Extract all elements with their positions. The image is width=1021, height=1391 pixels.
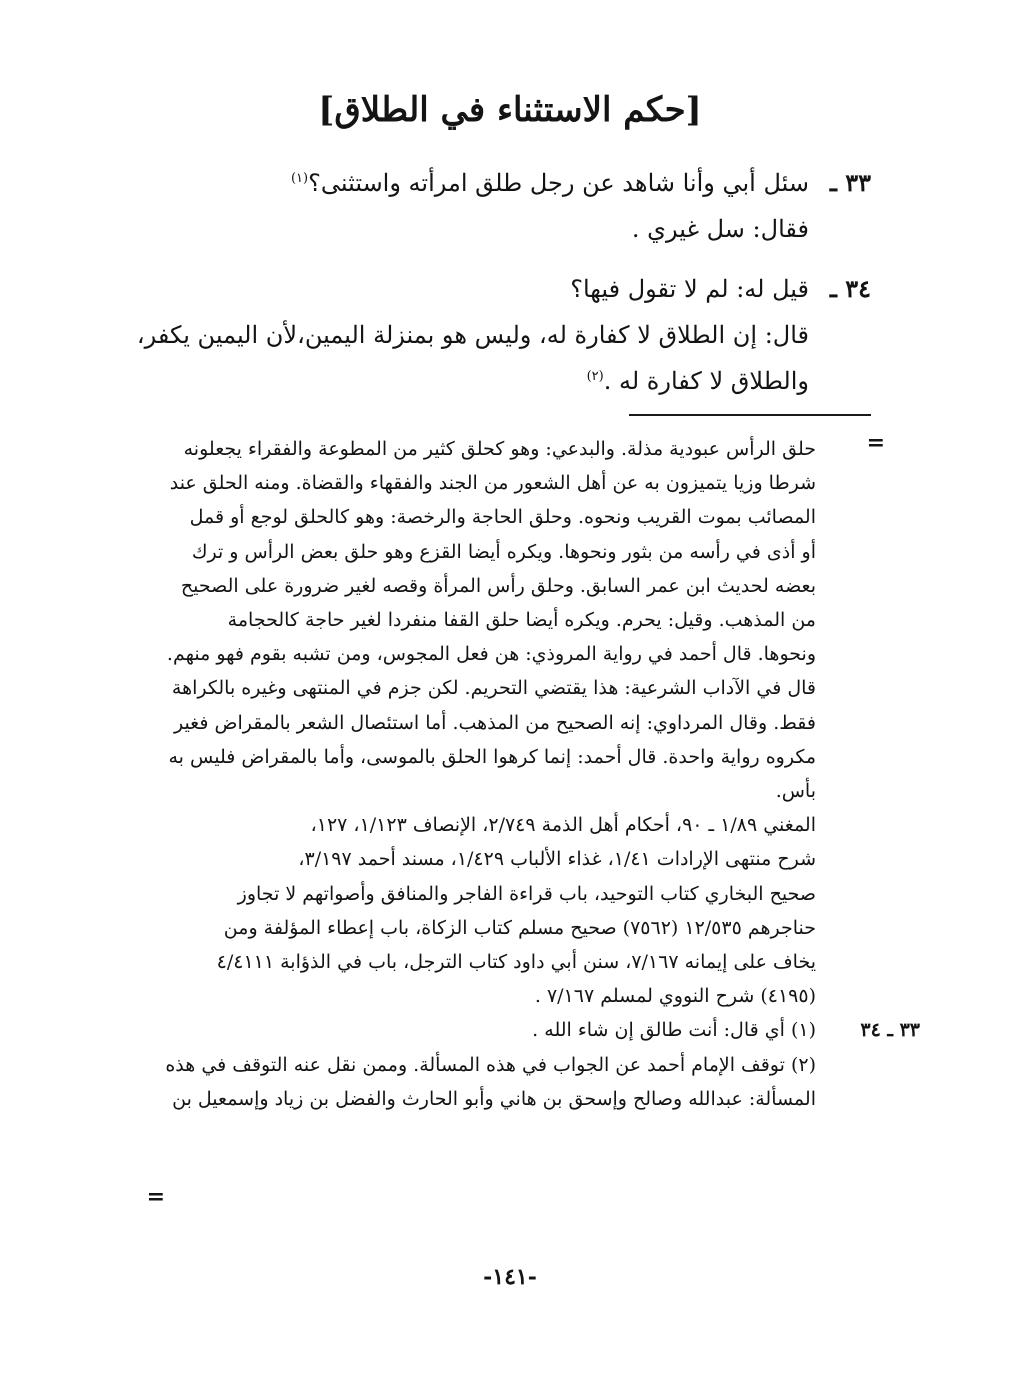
footnote-line: شرح منتهى الإرادات ١/٤١، غذاء الألباب ١/٤٢٩، مسند أحمد ٣/١٩٧، [298,848,816,871]
footnote-line: المغني ١/٨٩ ـ ٩٠، أحكام أهل الذمة ٢/٧٤٩، الإنصاف ١/١٢٣، ١٢٧، [310,814,816,837]
page-number: -١٤١- [483,1264,537,1290]
entry-line [151,266,871,312]
footnote-line: مكروه رواية واحدة. قال أحمد: إنما كرهوا الحلق بالموسى، وأما بالمقراض فليس به [168,745,816,768]
footnote-line: بأس. [775,780,816,803]
footnote-line: المسألة: عبدالله وصالح وإسحق بن هاني وأبو الحارث والفضل بن زياد وإسمعيل بن [172,1087,816,1110]
footnote-line: بعضه لحديث ابن عمر السابق. وحلق رأس المرأة وقصه لغير ضرورة على الصحيح [180,574,816,597]
entry-33 [151,160,871,252]
footnote-line: شرطا وزيا يتميزون به عن أهل الشعور من الجند والفقهاء والقضاة. ومنه الحلق عند [169,472,816,495]
continuation-mark: = [866,430,885,456]
footnote-line: صحيح البخاري كتاب التوحيد، باب قراءة الفاجر والمنافق وأصواتهم لا تجاوز [237,882,816,905]
footnotes [161,432,920,1116]
footnote-line: فقط. وقال المرداوي: إنه الصحيح من المذهب. أما استئصال الشعر بالمقراض فغير [173,711,816,734]
footnote-line: حلق الرأس عبودية مذلة. والبدعي: وهو كحلق كثير من المطوعة والفقراء يجعلونه [183,438,816,460]
footnote-line: (٤١٩٥) شرح النووي لمسلم ٧/١٦٧ . [534,985,816,1008]
entry-line [136,312,871,358]
entry-text: سئل أبي وأنا شاهد عن رجل طلق امرأته واستثنى؟ [308,169,809,197]
footnote-text: (١) أي قال: أنت طالق إن شاء الله . [532,1019,816,1042]
footnote-line: حناجرهم ١٢/٥٣٥ (٧٥٦٢) صحيح مسلم كتاب الزكاة، باب إعطاء المؤلفة ومن [223,916,816,939]
footnote-notes-label: ٣٣ ـ ٣٤ [860,1019,920,1042]
footnote-ref: (٢) [586,369,604,384]
footnote-divider [629,414,871,416]
footnote-line: يخاف على إيمانه ٧/١٦٧، سنن أبي داود كتاب الترجل، باب في الذؤابة ٤/٤١١١ [216,951,816,974]
entry-text: قال: إن الطلاق لا كفارة له، وليس هو بمنزلة اليمين،لأن اليمين يكفر، [136,321,809,349]
footnote-note-1 [161,1013,920,1047]
page-title: [حكم الاستثناء في الطلاق] [318,90,702,130]
footnote-line: قال في الآداب الشرعية: هذا يقتضي التحريم. لكن جزم في المنتهى وغيره بالكراهة [171,677,816,700]
entry-34 [136,266,871,404]
entry-text: فقال: سل غيري . [631,215,809,243]
footnote-line: من المذهب. وقيل: يحرم. ويكره أيضا حلق القفا منفردا لغير حاجة كالحجامة [227,609,816,632]
footnote-line: (٢) توقف الإمام أحمد عن الجواب في هذه المسألة. وممن نقل عنه التوقف في هذه [165,1053,816,1076]
footnote-ref: (١) [290,171,309,186]
entry-text: قيل له: لم لا تقول فيها؟ [570,275,809,303]
entry-text: والطلاق لا كفارة له . [603,367,809,395]
main-text [136,160,871,418]
entry-number: ٣٤ ـ [829,274,871,303]
footnote-line: المصائب بموت القريب ونحوه. وحلق الحاجة والرخصة: وهو كالحلق لوجع أو قمل [189,506,816,529]
entry-number: ٣٣ ـ [829,168,871,197]
footnote-line: أو أذى في رأسه من بثور ونحوها. ويكره أيضا القزع وهو حلق بعض الرأس و ترك [191,540,816,563]
continuation-end-mark: = [146,1184,165,1210]
entry-line [151,358,871,404]
footnote-line: ونحوها. قال أحمد في رواية المروذي: هن فعل المجوس، ومن تشبه بقوم فهو منهم. [166,643,816,666]
entry-line [151,160,871,206]
entry-line [151,206,871,252]
